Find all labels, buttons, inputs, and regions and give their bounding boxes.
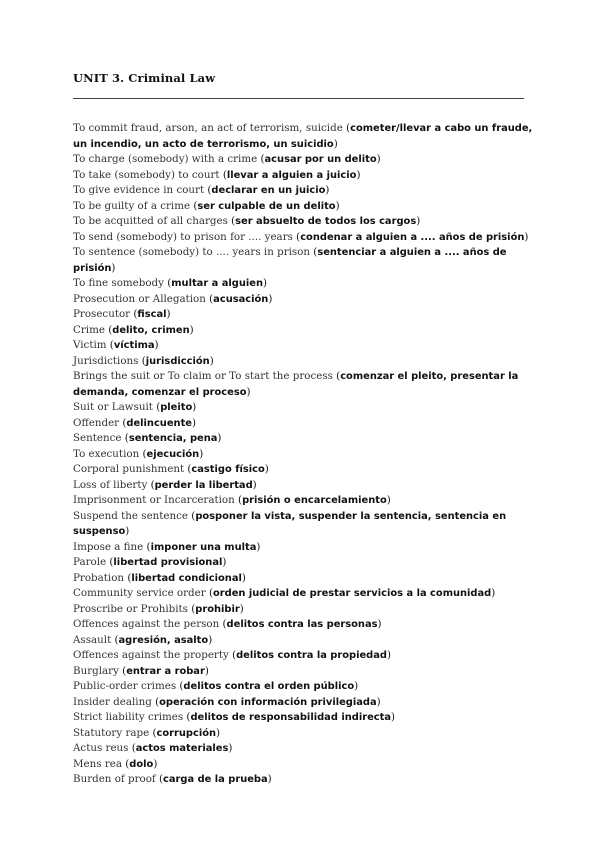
spanish-translation: condenar a alguien a .... años de prisión xyxy=(300,231,525,243)
paren-close: ) xyxy=(192,416,197,429)
paren-open: ( xyxy=(190,199,198,212)
paren-open: ( xyxy=(332,370,341,382)
paren-open: ( xyxy=(183,711,191,723)
spanish-translation: castigo físico xyxy=(191,464,265,475)
vocab-entry xyxy=(73,292,533,308)
paren-close: ) xyxy=(387,649,392,661)
vocab-entry xyxy=(73,679,533,695)
vocab-entry xyxy=(73,183,533,199)
vocab-entry xyxy=(73,400,533,416)
vocab-entry xyxy=(73,509,533,540)
vocab-entry xyxy=(73,540,533,556)
vocab-entry xyxy=(73,648,533,664)
english-term: Prosecutor xyxy=(73,308,131,320)
paren-close: ) xyxy=(333,137,338,150)
paren-open: ( xyxy=(124,571,132,584)
english-term: To sentence (somebody) to .... years in prison xyxy=(73,246,311,258)
paren-open: ( xyxy=(188,509,196,522)
vocab-entry xyxy=(73,462,533,478)
spanish-translation: comenzar el pleito, presentar la demanda, comenzar el proceso xyxy=(73,371,519,398)
vocab-entry xyxy=(73,772,533,788)
spanish-translation: declarar en un juicio xyxy=(211,185,326,196)
spanish-translation: delincuente xyxy=(126,417,192,429)
spanish-translation: pleito xyxy=(160,402,193,413)
spanish-translation: carga de la prueba xyxy=(163,774,268,785)
spanish-translation: orden judicial de prestar servicios a la comunidad xyxy=(212,588,492,599)
paren-open: ( xyxy=(121,757,130,770)
paren-close: ) xyxy=(416,215,421,227)
vocab-entry xyxy=(73,555,533,571)
vocab-entry xyxy=(73,571,533,587)
paren-close: ) xyxy=(386,494,391,506)
page-title: UNIT 3. Criminal Law xyxy=(73,71,216,85)
paren-open: ( xyxy=(130,308,138,320)
spanish-translation: entrar a robar xyxy=(126,665,205,677)
paren-open: ( xyxy=(121,432,129,444)
paren-close: ) xyxy=(111,261,116,274)
paren-close: ) xyxy=(268,292,273,305)
paren-close: ) xyxy=(267,773,272,785)
vocab-entry xyxy=(73,710,533,726)
english-term: Offender xyxy=(73,416,120,429)
english-term: Strict liability crimes xyxy=(73,711,184,723)
paren-close: ) xyxy=(252,478,257,491)
paren-close: ) xyxy=(209,354,214,367)
paren-close: ) xyxy=(376,153,381,165)
paren-close: ) xyxy=(153,757,158,770)
vocab-entry xyxy=(73,323,533,339)
spanish-translation: víctima xyxy=(113,340,155,351)
vocab-entry xyxy=(73,602,533,618)
english-term: To execution xyxy=(73,447,140,460)
spanish-translation: acusación xyxy=(213,293,269,305)
english-term: To send (somebody) to prison for .... years xyxy=(73,230,293,243)
paren-open: ( xyxy=(205,587,213,599)
spanish-translation: libertad condicional xyxy=(131,572,242,584)
paren-open: ( xyxy=(147,478,155,491)
spanish-translation: llevar a alguien a juicio xyxy=(226,169,357,181)
paren-close: ) xyxy=(491,587,496,599)
english-term: Suspend the sentence xyxy=(73,509,189,522)
paren-open: ( xyxy=(187,602,196,615)
vocab-entry xyxy=(73,152,533,168)
paren-open: ( xyxy=(163,277,172,289)
spanish-translation: cometer/llevar a cabo un fraude, un incendio, un acto de terrorismo, un suicidio xyxy=(73,123,533,150)
vocab-entry xyxy=(73,121,533,152)
spanish-translation: jurisdicción xyxy=(145,355,210,367)
spanish-translation: libertad provisional xyxy=(113,557,223,568)
english-term: Brings the suit or To claim or To start the process xyxy=(73,370,333,382)
paren-close: ) xyxy=(228,742,233,754)
english-term: Offences against the property xyxy=(73,649,229,661)
vocab-entry xyxy=(73,168,533,184)
paren-close: ) xyxy=(222,556,227,568)
paren-close: ) xyxy=(335,199,340,212)
paren-open: ( xyxy=(106,556,114,568)
spanish-translation: perder la libertad xyxy=(154,479,253,491)
paren-open: ( xyxy=(119,416,127,429)
paren-open: ( xyxy=(128,742,136,754)
paren-close: ) xyxy=(208,633,213,646)
spanish-translation: corrupción xyxy=(156,727,217,739)
english-term: To commit fraud, arson, an act of terrorism, suicide xyxy=(73,122,343,134)
paren-close: ) xyxy=(189,323,194,336)
english-term: Suit or Lawsuit xyxy=(73,401,153,413)
english-term: Parole xyxy=(73,556,107,568)
english-term: Community service order xyxy=(73,587,206,599)
english-term: Burglary xyxy=(73,664,119,677)
paren-open: ( xyxy=(257,153,265,165)
english-term: Public-order crimes xyxy=(73,680,177,692)
paren-close: ) xyxy=(199,447,204,460)
paren-close: ) xyxy=(376,695,381,708)
spanish-translation: multar a alguien xyxy=(171,278,264,289)
spanish-translation: posponer la vista, suspender la sentencia, sentencia en suspenso xyxy=(73,510,507,537)
paren-open: ( xyxy=(149,726,157,739)
paren-close: ) xyxy=(204,664,209,677)
paren-open: ( xyxy=(219,618,227,630)
paren-close: ) xyxy=(241,571,246,584)
vocab-entry xyxy=(73,664,533,680)
paren-open: ( xyxy=(227,215,236,227)
paren-open: ( xyxy=(152,401,161,413)
vocab-entry xyxy=(73,586,533,602)
paren-open: ( xyxy=(292,230,301,243)
spanish-translation: delito, crimen xyxy=(112,324,190,336)
paren-open: ( xyxy=(342,122,351,134)
english-term: To be guilty of a crime xyxy=(73,199,191,212)
spanish-translation: operación con información privilegiada xyxy=(159,696,377,708)
spanish-translation: actos materiales xyxy=(135,743,229,754)
paren-open: ( xyxy=(151,695,160,708)
english-term: To charge (somebody) with a crime xyxy=(73,153,258,165)
spanish-translation: imponer una multa xyxy=(150,541,257,553)
english-term: Offences against the person xyxy=(73,618,220,630)
english-term: Jurisdictions xyxy=(73,354,139,367)
paren-open: ( xyxy=(234,494,243,506)
vocab-entry xyxy=(73,741,533,757)
spanish-translation: agresión, asalto xyxy=(118,634,209,646)
english-term: Sentence xyxy=(73,432,122,444)
vocab-entry xyxy=(73,354,533,370)
paren-close: ) xyxy=(125,525,130,537)
english-term: To be acquitted of all charges xyxy=(73,215,228,227)
paren-close: ) xyxy=(239,602,244,615)
paren-close: ) xyxy=(356,168,361,181)
paren-open: ( xyxy=(104,323,113,336)
vocab-entry xyxy=(73,307,533,323)
english-term: Impose a fine xyxy=(73,540,144,553)
english-term: Burden of proof xyxy=(73,773,156,785)
spanish-translation: delitos de responsabilidad indirecta xyxy=(190,712,392,723)
spanish-translation: sentencia, pena xyxy=(128,433,218,444)
title-divider xyxy=(73,98,524,99)
paren-open: ( xyxy=(118,664,127,677)
english-term: Probation xyxy=(73,571,125,584)
paren-open: ( xyxy=(106,339,114,351)
paren-close: ) xyxy=(391,711,396,723)
paren-close: ) xyxy=(246,385,251,398)
english-term: Corporal punishment xyxy=(73,463,185,475)
english-term: Prosecution or Allegation xyxy=(73,292,206,305)
vocab-entry xyxy=(73,245,533,276)
paren-close: ) xyxy=(217,432,222,444)
paren-close: ) xyxy=(377,618,382,630)
spanish-translation: delitos contra el orden público xyxy=(183,681,355,692)
paren-close: ) xyxy=(264,463,269,475)
paren-close: ) xyxy=(325,184,330,196)
vocab-entry xyxy=(73,369,533,400)
paren-close: ) xyxy=(354,680,359,692)
english-term: Loss of liberty xyxy=(73,478,148,491)
vocab-entry xyxy=(73,695,533,711)
paren-close: ) xyxy=(216,726,221,739)
paren-close: ) xyxy=(263,277,268,289)
spanish-translation: ser culpable de un delito xyxy=(197,200,336,212)
spanish-translation: dolo xyxy=(129,758,154,770)
english-term: To give evidence in court xyxy=(73,184,205,196)
spanish-translation: ser absuelto de todos los cargos xyxy=(235,216,417,227)
spanish-translation: fiscal xyxy=(137,309,167,320)
spanish-translation: delitos contra las personas xyxy=(226,619,378,630)
english-term: Crime xyxy=(73,323,105,336)
vocab-entry xyxy=(73,617,533,633)
vocab-entry xyxy=(73,726,533,742)
paren-close: ) xyxy=(192,401,197,413)
vocab-entry xyxy=(73,447,533,463)
vocabulary-list xyxy=(73,121,533,788)
spanish-translation: prohibir xyxy=(195,603,240,615)
vocab-entry xyxy=(73,757,533,773)
english-term: Imprisonment or Incarceration xyxy=(73,494,235,506)
paren-close: ) xyxy=(524,230,529,243)
paren-open: ( xyxy=(228,649,237,661)
paren-close: ) xyxy=(256,540,261,553)
vocab-entry xyxy=(73,214,533,230)
english-term: Statutory rape xyxy=(73,726,150,739)
paren-open: ( xyxy=(138,354,146,367)
paren-open: ( xyxy=(184,463,192,475)
paren-close: ) xyxy=(166,308,171,320)
paren-open: ( xyxy=(219,168,227,181)
english-term: Victim xyxy=(73,339,107,351)
paren-open: ( xyxy=(310,246,318,258)
spanish-translation: sentenciar a alguien a .... años de prisión xyxy=(73,247,507,274)
english-term: Assault xyxy=(73,633,112,646)
vocab-entry xyxy=(73,230,533,246)
paren-open: ( xyxy=(204,184,212,196)
paren-close: ) xyxy=(154,339,159,351)
vocab-entry xyxy=(73,276,533,292)
vocab-entry xyxy=(73,338,533,354)
english-term: Insider dealing xyxy=(73,695,152,708)
english-term: Actus reus xyxy=(73,742,129,754)
vocab-entry xyxy=(73,493,533,509)
paren-open: ( xyxy=(155,773,164,785)
spanish-translation: prisión o encarcelamiento xyxy=(242,495,387,506)
paren-open: ( xyxy=(205,292,214,305)
vocab-entry xyxy=(73,633,533,649)
english-term: Mens rea xyxy=(73,757,122,770)
paren-open: ( xyxy=(176,680,184,692)
spanish-translation: delitos contra la propiedad xyxy=(236,650,387,661)
paren-open: ( xyxy=(139,447,147,460)
english-term: To take (somebody) to court xyxy=(73,168,220,181)
vocab-entry xyxy=(73,478,533,494)
english-term: To fine somebody xyxy=(73,277,164,289)
paren-open: ( xyxy=(143,540,151,553)
paren-open: ( xyxy=(111,633,119,646)
spanish-translation: acusar por un delito xyxy=(264,154,377,165)
vocab-entry xyxy=(73,199,533,215)
english-term: Proscribe or Prohibits xyxy=(73,602,188,615)
vocab-entry xyxy=(73,431,533,447)
spanish-translation: ejecución xyxy=(146,448,200,460)
vocab-entry xyxy=(73,416,533,432)
